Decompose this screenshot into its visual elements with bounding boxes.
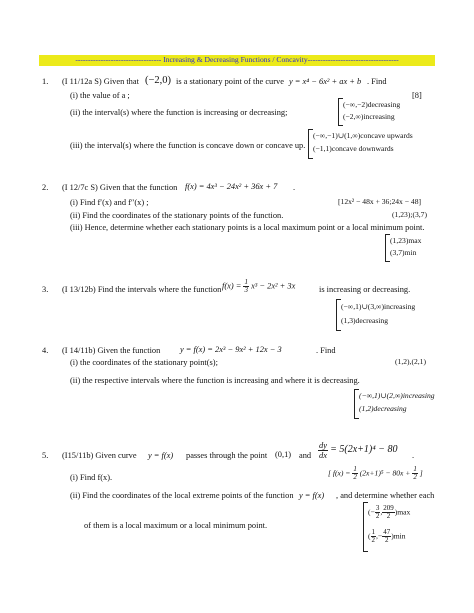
q2-part-ii: (ii) Find the coordinates of the stationary points of the function. (70, 211, 284, 220)
q3-fraction-numerator: 1 (244, 278, 248, 286)
q5-ii-answer-1-fraction-1-denominator: 2 (375, 512, 380, 520)
q5-ii-answer-1-fraction-2-denominator: 2 (386, 512, 391, 520)
q5-part-i-fraction-1-numerator: 1 (353, 465, 357, 473)
q1-part-ii: (ii) the interval(s) where the function is increasing or decreasing; (70, 108, 288, 117)
q5-ii-answer-2-middle: ,− (376, 531, 383, 541)
q3-function (222, 279, 295, 294)
q5-ii-answer-1 (368, 505, 410, 520)
q5-derivative-fraction (318, 441, 328, 459)
q5-stem-a: (I15/11b) Given curve (62, 451, 137, 460)
q5-curve: y = f(x) (148, 451, 174, 460)
q5-part-i-answer-middle: (2x+1)⁵ − 80x + (359, 468, 411, 478)
q3-answer-1: (−∞,1)∪(3,∞)increasing (341, 302, 416, 311)
q5-part-i-answer-prefix: [ f(x) = (328, 468, 351, 478)
q5-part-ii-c: of them is a local maximum or a local minimum point. (84, 521, 268, 530)
q4-part-i: (i) the coordinates of the stationary point(s); (70, 358, 218, 367)
q5-stem-c: and (299, 451, 312, 460)
q5-ii-answer-1-fraction-2 (382, 505, 395, 520)
q5-ii-answer-2-fraction-2-numerator: 47 (383, 528, 391, 536)
q1-number: 1. (42, 77, 49, 86)
q5-stem-d: . (412, 451, 415, 460)
q1-part-iii: (iii) the interval(s) where the function is concave down or concave up. (70, 141, 306, 150)
q5-part-i-answer-suffix: ] (419, 468, 423, 478)
q3-fraction-denominator: 3 (244, 286, 248, 294)
q5-part-i: (i) Find f(x). (70, 473, 113, 482)
q1-stem-a: (I 11/12a S) Given that (62, 77, 139, 86)
q5-number: 5. (42, 451, 49, 460)
q3-stem-b: is increasing or decreasing. (319, 285, 411, 294)
q4-ii-answer-1: (−∞,1)∪(2,∞)increasing (359, 391, 435, 400)
q5-derivative (318, 441, 397, 459)
q5-part-i-answer (328, 466, 423, 481)
q2-stem-a: (I 12/7c S) Given that the function (62, 183, 178, 192)
q5-ii-answer-1-suffix: )max (394, 507, 411, 517)
q5-part-ii-function: y = f(x) (299, 491, 325, 500)
q4-function: y = f(x) = 2x³ − 9x² + 12x − 3 (180, 345, 282, 354)
q5-part-i-fraction-1-denominator: 2 (353, 473, 357, 481)
q1-part-i: (i) the value of a ; (70, 91, 130, 100)
q5-ii-answer-2-fraction-1-numerator: 1 (371, 528, 376, 536)
q2-iii-answer-2: (3,7)min (390, 248, 417, 257)
q2-part-i: (i) Find f′(x) and f″(x) ; (70, 198, 149, 207)
q5-part-i-fraction-2-numerator: 1 (413, 465, 417, 473)
q1-iii-answer-1: (−∞,−1)∪(1,∞)concave upwards (313, 131, 413, 140)
q5-part-i-fraction-1 (352, 466, 358, 481)
q5-part-ii-a: (ii) Find the coordinates of the local extreme points of the function (70, 491, 294, 500)
q5-point: (0,1) (275, 450, 292, 459)
q1-point: (−2,0) (145, 75, 172, 86)
q2-part-iii: (iii) Hence, determine whether each stationary points is a local maximum point or a local minimum point. (70, 223, 425, 232)
q1-curve: y = x⁴ − 6x² + ax + b (289, 77, 362, 86)
q1-ii-answer-2: (−2,∞)increasing (343, 112, 395, 121)
q5-ii-answer-1-prefix: (− (368, 507, 375, 517)
q5-part-i-fraction-2-denominator: 2 (413, 473, 417, 481)
q5-ii-answer-2-fraction-2-denominator: 2 (384, 536, 389, 544)
q2-part-ii-answer: (1,23);(3,7) (392, 210, 428, 219)
q1-stem-b: is a stationary point of the curve (176, 77, 284, 86)
q5-derivative-expression: = 5(2x+1)⁴ − 80 (330, 443, 398, 455)
q3-number: 3. (42, 285, 49, 294)
q5-ii-answer-2-fraction-1-denominator: 2 (371, 536, 376, 544)
q3-answer-2: (1,3)decreasing (341, 316, 389, 325)
q4-stem-b: . Find (316, 346, 336, 355)
q2-function: f(x) = 4x³ − 24x² + 36x + 7 (185, 182, 278, 191)
q4-number: 4. (42, 346, 49, 355)
q5-dx: dx (319, 449, 328, 460)
q3-fraction (243, 279, 249, 294)
q5-ii-answer-2 (368, 529, 406, 544)
q4-part-i-answer: (1,2),(2,1) (395, 357, 426, 366)
q2-part-i-answer: [12x² − 48x + 36;24x − 48] (338, 197, 422, 206)
q1-iii-answer-2: (−1,1)concave downwards (313, 144, 394, 153)
q5-ii-answer-1-fraction-2-numerator: 209 (383, 504, 394, 512)
q5-dy: dy (319, 440, 328, 450)
q5-ii-answer-1-fraction-1-numerator: 3 (375, 504, 380, 512)
q1-stem-c: . Find (367, 77, 387, 86)
q3-function-prefix: f(x) = (222, 281, 242, 291)
q5-ii-answer-2-prefix: ( (368, 531, 371, 541)
q4-part-ii: (ii) the respective intervals where the function is increasing and where it is decreasing. (70, 376, 360, 385)
q5-ii-answer-1-middle: , (380, 507, 383, 517)
q4-ii-answer-2: (1,2)decreasing (359, 404, 407, 413)
q4-stem-a: (I 14/11b) Given the function (62, 346, 161, 355)
q5-ii-answer-2-fraction-2 (382, 529, 391, 544)
q5-part-ii-b: , and determine whether each (336, 491, 435, 500)
q1-part-i-marks: [8] (412, 91, 422, 100)
section-banner: ---------------------------------- Increasing & Decreasing Functions / Concavity------------------------------------ (75, 55, 399, 64)
q2-iii-answer-1: (1,23)max (390, 236, 422, 245)
q1-ii-answer-1: (−∞,−2)decreasing (343, 100, 401, 109)
q5-ii-answer-2-suffix: )min (391, 531, 406, 541)
q3-stem-a: (I 13/12b) Find the intervals where the function (62, 285, 222, 294)
q5-part-i-fraction-2 (412, 466, 418, 481)
q2-number: 2. (42, 183, 49, 192)
q5-stem-b: passes through the point (186, 451, 268, 460)
q2-stem-b: . (293, 183, 296, 192)
q3-function-suffix: x³ − 2x² + 3x (251, 281, 296, 291)
